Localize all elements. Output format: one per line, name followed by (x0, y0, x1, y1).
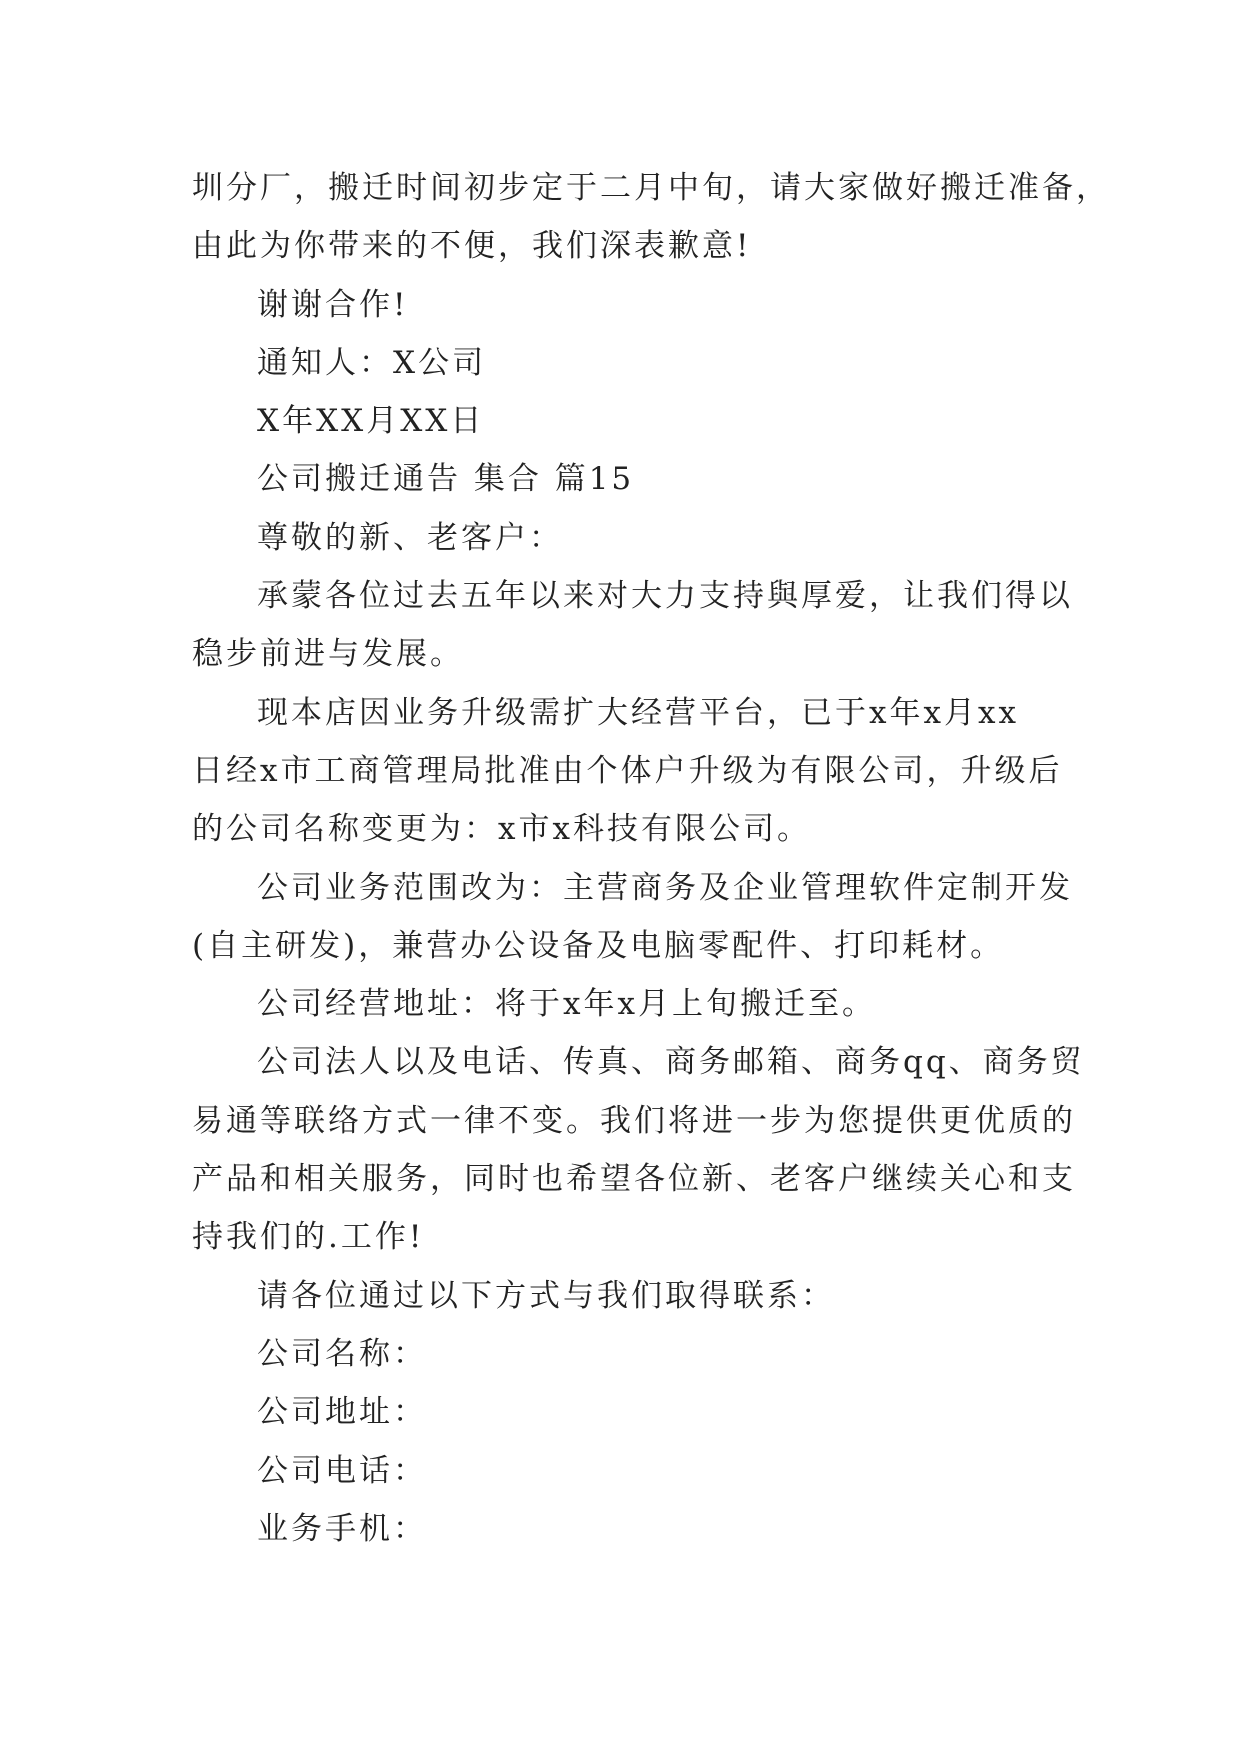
text-line: 公司业务范围改为：主营商务及企业管理软件定制开发 (257, 869, 1073, 906)
section-title: 公司搬迁通告 集合 篇15 (257, 461, 635, 498)
text-line: 持我们的.工作! (192, 1219, 425, 1256)
text-line: (自主研发)，兼营办公设备及电脑零配件、打印耗材。 (192, 927, 1005, 964)
date-line: X年XX月XX日 (257, 403, 485, 440)
text-line: 请各位通过以下方式与我们取得联系： (257, 1277, 835, 1314)
text-line: 公司法人以及电话、传真、商务邮箱、商务qq、商务贸 (257, 1044, 1085, 1081)
business-mobile-label: 业务手机： (257, 1510, 427, 1547)
text-line: 谢谢合作! (257, 286, 409, 323)
company-phone-label: 公司电话： (257, 1452, 427, 1489)
text-line: 稳步前进与发展。 (192, 636, 464, 673)
text-line: 现本店因业务升级需扩大经营平台，已于x年x月xx (257, 694, 1019, 731)
text-line: 承蒙各位过去五年以来对大力支持與厚爱，让我们得以 (257, 578, 1073, 615)
document-body (192, 159, 1110, 1558)
text-line: 公司经营地址：将于x年x月上旬搬迁至。 (257, 986, 876, 1023)
text-line: 的公司名称变更为：x市x科技有限公司。 (192, 811, 811, 848)
text-line: 易通等联络方式一律不变。我们将进一步为您提供更优质的 (192, 1102, 1076, 1139)
company-address-label: 公司地址： (257, 1394, 427, 1431)
notifier-line: 通知人：X公司 (257, 344, 487, 381)
company-name-label: 公司名称： (257, 1335, 427, 1372)
text-line: 日经x市工商管理局批准由个体户升级为有限公司，升级后 (192, 752, 1063, 789)
salutation: 尊敬的新、老客户： (257, 519, 563, 556)
text-line: 产品和相关服务，同时也希望各位新、老客户继续关心和支 (192, 1161, 1076, 1198)
text-line: 圳分厂，搬迁时间初步定于二月中旬，请大家做好搬迁准备， (192, 170, 1110, 206)
text-line: 由此为你带来的不便，我们深表歉意! (192, 228, 752, 265)
